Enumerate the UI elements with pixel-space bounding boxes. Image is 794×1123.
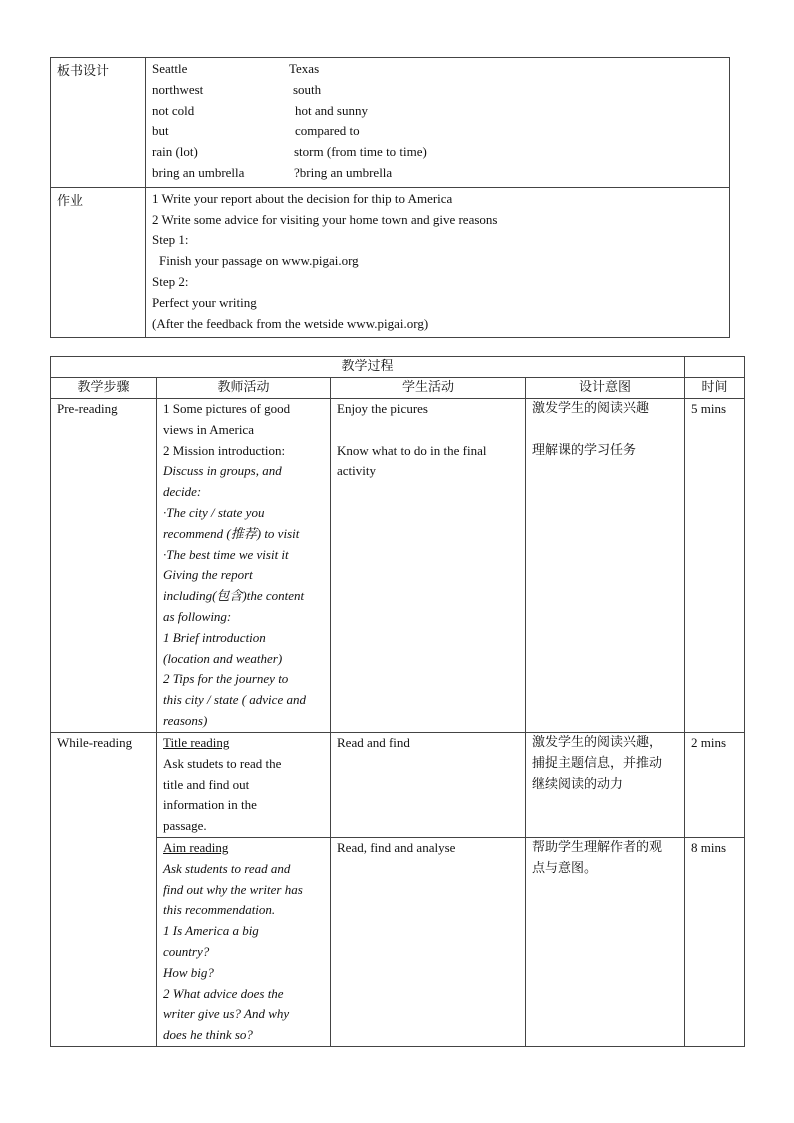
activity-title: Title reading	[163, 735, 230, 750]
header-intent: 设计意图	[526, 378, 685, 399]
spacer	[337, 420, 519, 441]
board-row	[51, 58, 730, 188]
teacher-line: Ask studets to read the	[163, 755, 282, 771]
design-intent-title-reading	[526, 733, 685, 838]
teacher-line: 2 What advice does the	[163, 985, 284, 1001]
step-pre-reading: Pre-reading	[51, 399, 157, 733]
time-pre: 5 mins	[685, 399, 745, 733]
homework-label: 作业	[51, 187, 146, 338]
teacher-line: Giving the report	[163, 567, 253, 583]
teacher-line: country?	[163, 943, 210, 959]
homework-content	[146, 187, 730, 338]
teacher-line: does he think so?	[163, 1027, 253, 1043]
teacher-line: views in America	[163, 421, 254, 437]
homework-row	[51, 187, 730, 338]
homework-line: 2 Write some advice for visiting your home town and give reasons	[152, 211, 498, 227]
homework-line: Finish your passage on www.pigai.org	[159, 253, 359, 269]
teacher-activity-pre	[157, 399, 331, 733]
teacher-line: reasons)	[163, 712, 208, 728]
intent-line: 激发学生的阅读兴趣	[532, 401, 650, 416]
process-title-empty-cell	[685, 357, 745, 378]
board-right-item: storm (from time to time)	[294, 144, 427, 160]
teacher-line: 1 Is America a big	[163, 923, 259, 939]
teacher-line: 2 Tips for the journey to	[163, 671, 289, 687]
board-line	[152, 80, 723, 101]
board-line	[152, 101, 723, 122]
teacher-line: information in the	[163, 797, 257, 813]
header-student: 学生活动	[331, 378, 526, 399]
board-right-item: Texas	[289, 61, 320, 76]
board-left-item: not cold	[152, 102, 195, 118]
board-right-item: ?bring an umbrella	[294, 164, 393, 180]
student-activity-pre	[331, 399, 526, 733]
student-line: Enjoy the picures	[337, 401, 428, 416]
homework-line: 1 Write your report about the decision for thip to America	[152, 190, 453, 206]
board-left-item: northwest	[152, 81, 204, 97]
design-intent-pre	[526, 399, 685, 733]
teacher-line: this recommendation.	[163, 902, 276, 918]
header-teacher: 教师活动	[157, 378, 331, 399]
board-line	[152, 59, 723, 80]
design-intent-aim-reading	[526, 837, 685, 1046]
spacer	[532, 420, 678, 441]
homework-line: Step 2:	[152, 273, 189, 289]
board-label: 板书设计	[51, 58, 146, 188]
student-line: activity	[337, 463, 376, 479]
board-left-item: but	[152, 123, 169, 139]
teacher-line: title and find out	[163, 776, 250, 792]
board-line	[152, 121, 723, 142]
homework-line: Step 1:	[152, 232, 189, 248]
board-content	[146, 58, 730, 188]
teacher-line: decide:	[163, 484, 202, 500]
board-right-item: south	[293, 81, 322, 97]
teacher-line: Discuss in groups, and	[163, 463, 282, 479]
board-homework-table	[50, 57, 730, 338]
teacher-line: 2 Mission introduction:	[163, 442, 286, 458]
student-activity-title-reading: Read and find	[331, 733, 526, 838]
teacher-line: writer give us? And why	[163, 1006, 290, 1022]
header-time: 时间	[685, 378, 745, 399]
board-right-item: compared to	[295, 123, 360, 139]
intent-line: 帮助学生理解作者的观	[532, 839, 663, 855]
teacher-line: Ask students to read and	[163, 860, 291, 876]
step-while-reading: While-reading	[51, 733, 157, 1047]
time-aim-reading: 8 mins	[685, 837, 745, 1046]
student-line: Know what to do in the final	[337, 442, 487, 458]
homework-line: (After the feedback from the wetside www.pigai.org)	[152, 315, 429, 331]
process-header-row	[51, 378, 745, 399]
activity-title: Aim reading	[163, 839, 229, 855]
student-activity-aim-reading: Read, find and analyse	[331, 837, 526, 1046]
time-title-reading: 2 mins	[685, 733, 745, 838]
teacher-line: 1 Some pictures of good	[163, 401, 291, 416]
intent-line: 理解课的学习任务	[532, 442, 637, 458]
teacher-line: ·The best time we visit it	[163, 546, 289, 562]
board-left-item: bring an umbrella	[152, 164, 245, 180]
teacher-line: ·The city / state you	[163, 504, 265, 520]
teacher-line: recommend (推荐) to visit	[163, 525, 300, 541]
board-line	[152, 142, 723, 163]
teacher-line: passage.	[163, 818, 207, 834]
teacher-line: 1 Brief introduction	[163, 629, 266, 645]
teacher-line: this city / state ( advice and	[163, 692, 306, 708]
teacher-line: including(包含)the content	[163, 588, 305, 604]
teacher-activity-aim-reading	[157, 837, 331, 1046]
board-right-item: hot and sunny	[295, 102, 368, 118]
teacher-line: find out why the writer has	[163, 881, 303, 897]
board-left-item: Seattle	[152, 61, 188, 76]
intent-line: 继续阅读的动力	[532, 776, 624, 792]
process-title: 教学过程	[51, 357, 685, 378]
teacher-activity-title-reading	[157, 733, 331, 838]
pre-reading-row	[51, 399, 745, 733]
teacher-line: How big?	[163, 964, 214, 980]
intent-line: 激发学生的阅读兴趣，	[532, 735, 663, 750]
teacher-line: as following:	[163, 608, 232, 624]
intent-line: 点与意图。	[532, 860, 598, 876]
teaching-process-table	[50, 356, 745, 1047]
while-reading-title-row	[51, 733, 745, 838]
board-left-item: rain (lot)	[152, 144, 198, 160]
teacher-line: (location and weather)	[163, 650, 283, 666]
header-step: 教学步骤	[51, 378, 157, 399]
process-title-row	[51, 357, 745, 378]
intent-line: 捕捉主题信息，并推动	[532, 755, 663, 771]
board-line	[152, 163, 723, 184]
homework-line: Perfect your writing	[152, 294, 257, 310]
